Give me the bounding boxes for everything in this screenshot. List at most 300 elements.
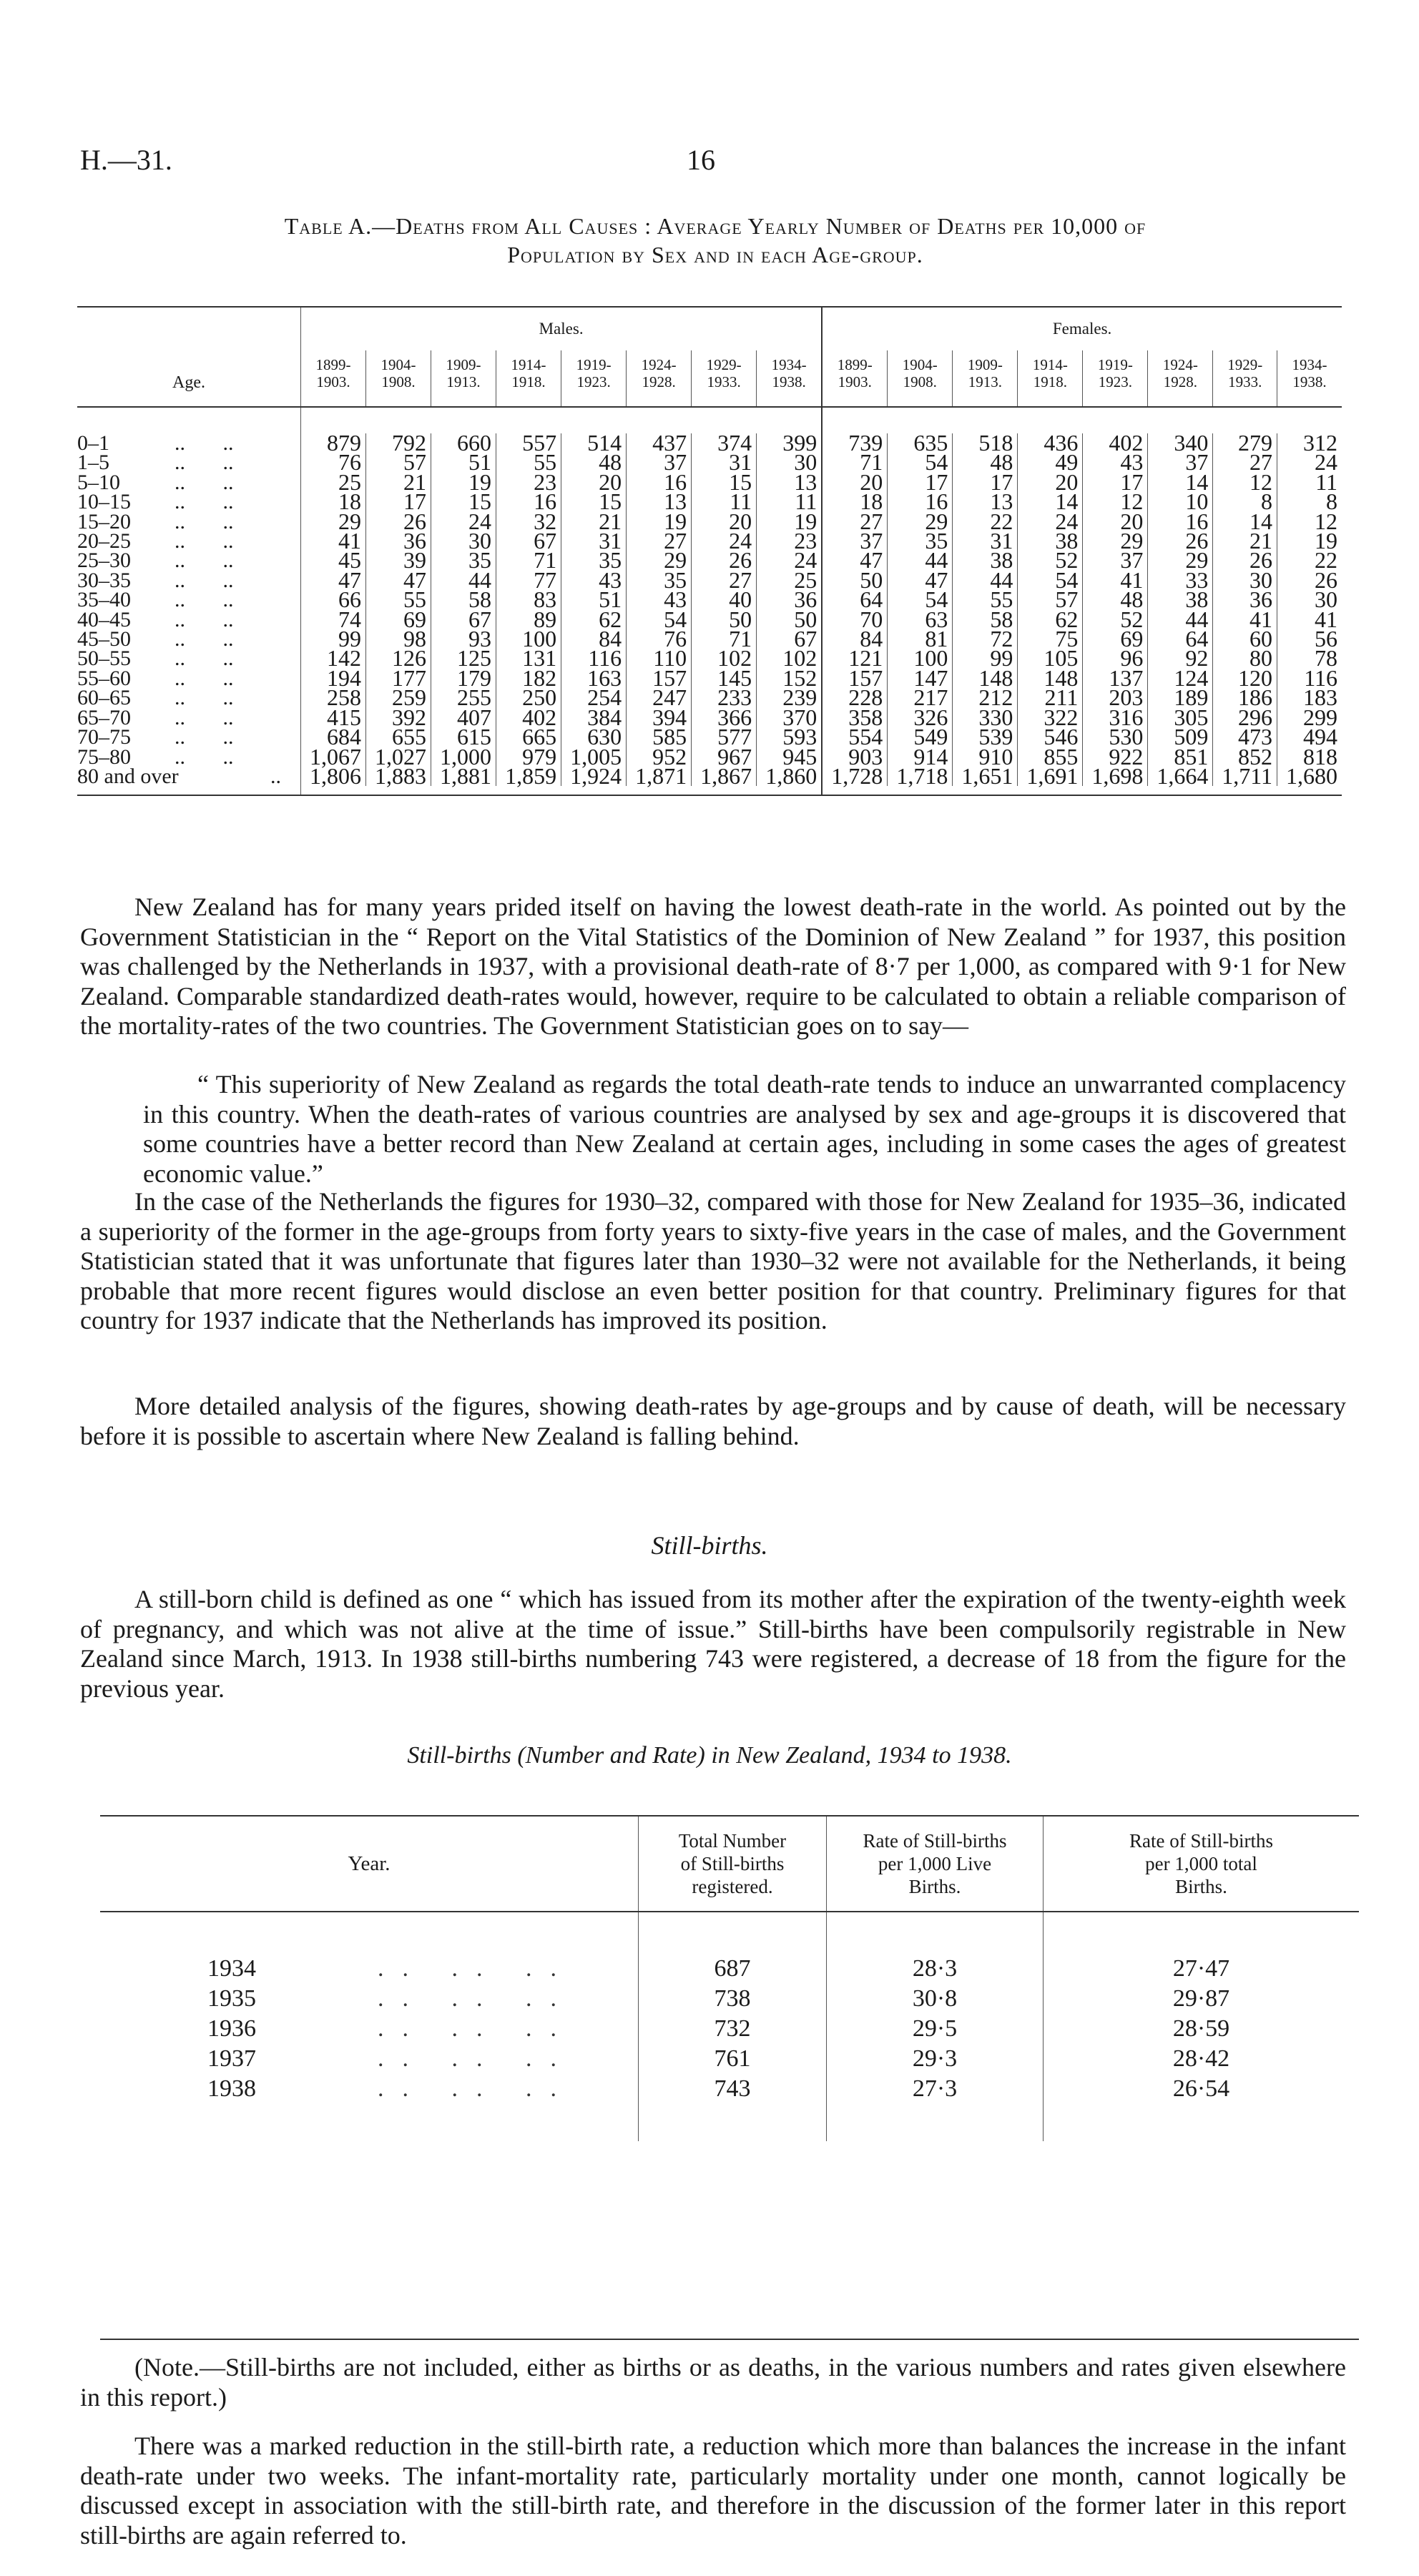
male-rate-cell: 250 [496,688,561,707]
year-label: 1934 [207,1955,256,1982]
female-rate-cell: 279 [1213,433,1277,453]
female-rate-cell: 38 [1148,590,1213,609]
quote-statistician: “ This superiority of New Zealand as regards the total death-rate tends to induce an unwarranted complacency in this country. When the death-rates of various countries are analysed by sex and age-groups it is discovered that some countries have a better record than New Zealand at certain ages, including in some cases the ages of greatest economic value.” [143,1070,1346,1188]
female-rate-cell: 14 [1148,473,1213,492]
male-rate-cell: 792 [366,433,431,453]
rate-total-cell: 28·59 [1044,2014,1360,2044]
table-row [100,1984,1359,2014]
leader-dots: .. .. [175,509,234,534]
table-row [77,649,1342,668]
leader-dots: .. .. [175,568,234,592]
male-rate-cell: 50 [692,610,757,629]
male-rate-cell: 1,067 [301,747,366,767]
leader-dots: .. .. [175,451,234,475]
male-rate-cell: 19 [627,512,692,531]
female-period-header: 1934- 1938. [1277,350,1342,407]
rate-live-cell: 28·3 [827,1954,1044,1984]
male-rate-cell: 15 [431,492,496,511]
female-rate-cell: 38 [1018,531,1083,551]
male-rate-cell: 1,027 [366,747,431,767]
female-rate-cell: 84 [822,629,888,649]
age-group-cell [77,433,301,453]
year-cell [100,1954,639,1984]
age-column-header: Age. [77,307,301,407]
female-rate-cell: 13 [953,492,1018,511]
female-rate-cell: 530 [1083,727,1148,747]
male-rate-cell: 100 [496,629,561,649]
female-rate-cell: 35 [888,531,953,551]
female-rate-cell: 47 [822,551,888,570]
male-rate-cell: 259 [366,688,431,707]
male-rate-cell: 1,859 [496,767,561,786]
female-rate-cell: 99 [953,649,1018,668]
leader-dots: .. .. .. [378,1985,575,2012]
leader-dots: .. [270,764,281,788]
rate-total-cell: 29·87 [1044,1984,1360,2014]
male-rate-cell: 110 [627,649,692,668]
female-rate-cell: 509 [1148,727,1213,747]
table-row [77,629,1342,649]
age-group-cell [77,509,301,534]
female-rate-cell: 121 [822,649,888,668]
paragraph-lowest-death-rate: New Zealand has for many years prided itself on having the lowest death-rate in the world. As pointed out by the Government Statistician in the “ Report on the Vital Statistics of the Dominion of New Zealand ” for 1937, this position was challenged by the Netherlands in 1937, with a provisional death-rate of 8·7 per 1,000, as compared with 9·1 for New Zealand. Comparable standardized death-rates would, however, require to be calculated to obtain a reliable comparison of the mortality-rates of the two countries. The Government Statistician goes on to say— [80,893,1346,1040]
female-rate-cell: 48 [953,453,1018,472]
male-rate-cell: 24 [431,512,496,531]
female-rate-cell: 330 [953,708,1018,727]
male-rate-cell: 40 [692,590,757,609]
male-rate-cell: 254 [561,688,627,707]
table-row [77,727,1342,747]
table-row [77,531,1342,551]
male-rate-cell: 47 [301,571,366,590]
female-rate-cell: 27 [822,512,888,531]
age-group-label: 50–55 [77,647,131,671]
male-rate-cell: 45 [301,551,366,570]
male-rate-cell: 126 [366,649,431,668]
female-rate-cell: 105 [1018,649,1083,668]
male-rate-cell: 18 [301,492,366,511]
table-row [77,571,1342,590]
female-rate-cell: 1,691 [1018,767,1083,786]
stillbirth-table-title: Still-births (Number and Rate) in New Zealand, 1934 to 1938. [407,1742,1012,1769]
age-group-cell [77,764,301,788]
female-rate-cell: 1,664 [1148,767,1213,786]
age-group-cell [77,568,301,592]
female-rate-cell: 124 [1148,669,1213,688]
male-period-header: 1899- 1903. [301,350,366,407]
male-rate-cell: 163 [561,669,627,688]
female-rate-cell: 120 [1213,669,1277,688]
female-rate-cell: 473 [1213,727,1277,747]
table-row [77,551,1342,570]
female-rate-cell: 56 [1315,626,1337,652]
female-rate-cell: 18 [822,492,888,511]
female-rate-cell: 851 [1148,747,1213,767]
female-rate-cell: 1,680 [1286,762,1337,789]
male-rate-cell: 35 [431,551,496,570]
male-rate-cell: 51 [561,590,627,609]
female-rate-cell: 189 [1148,688,1213,707]
leader-dots: .. .. [175,705,234,729]
female-rate-cell: 72 [953,629,1018,649]
male-rate-cell: 179 [431,669,496,688]
female-rate-cell: 44 [1148,610,1213,629]
male-rate-cell: 945 [757,747,823,767]
female-rate-cell: 148 [1018,669,1083,688]
table-row [77,473,1342,492]
age-group-cell [77,470,301,494]
male-rate-cell: 66 [301,590,366,609]
female-rate-cell: 358 [822,708,888,727]
male-rate-cell: 39 [366,551,431,570]
male-rate-cell: 255 [431,688,496,707]
female-rate-cell: 57 [1018,590,1083,609]
male-rate-cell: 37 [627,453,692,472]
male-rate-cell: 55 [496,453,561,472]
male-rate-cell: 145 [692,669,757,688]
male-rate-cell: 182 [496,669,561,688]
female-period-header: 1899- 1903. [822,350,888,407]
age-group-cell [77,588,301,612]
female-rate-cell: 12 [1083,492,1148,511]
male-rate-cell: 142 [301,649,366,668]
female-rate-cell: 914 [888,747,953,767]
male-rate-cell: 67 [757,629,823,649]
male-rate-cell: 32 [496,512,561,531]
leader-dots: .. .. [175,588,234,612]
female-rate-cell: 26 [1148,531,1213,551]
male-rate-cell: 194 [301,669,366,688]
leader-dots: .. .. .. [378,2075,575,2102]
female-rate-cell: 50 [822,571,888,590]
male-rate-cell: 116 [561,649,627,668]
male-rate-cell: 374 [692,433,757,453]
rate-live-cell: 29·5 [827,2014,1044,2044]
female-rate-cell: 8 [1213,492,1277,511]
rate-total-cell: 26·54 [1044,2074,1360,2104]
male-rate-cell: 514 [561,433,627,453]
male-rate-cell: 157 [627,669,692,688]
female-period-header: 1904- 1908. [888,350,953,407]
male-rate-cell: 593 [757,727,823,747]
year-cell [100,2014,639,2044]
male-period-header: 1929- 1933. [692,350,757,407]
age-group-label: 5–10 [77,470,120,494]
age-group-cell [77,686,301,710]
year-column-header: Year. [348,1852,391,1875]
paragraph-stillbirth-definition: A still-born child is defined as one “ which has issued from its mother after the expiration of the twenty-eighth week of pregnancy, and which was not alive at the time of issue.” Still-births have been compulsorily registrable in New Zealand since March, 1913. In 1938 still-births numbering 743 were registered, a decrease of 18 from the figure for the previous year. [80,1585,1346,1703]
males-group-header: Males. [301,307,823,350]
male-rate-cell: 11 [757,492,823,511]
leader-dots: .. .. [175,647,234,671]
female-period-header: 1909- 1913. [953,350,1018,407]
year-label: 1935 [207,1985,256,2012]
female-rate-cell: 1,651 [953,767,1018,786]
male-rate-cell: 48 [561,453,627,472]
male-rate-cell: 47 [366,571,431,590]
leader-dots: .. .. [175,686,234,710]
female-rate-cell: 1,698 [1083,767,1148,786]
female-rate-cell: 47 [888,571,953,590]
male-rate-cell: 384 [561,708,627,727]
leader-dots: .. .. [175,549,234,573]
leader-dots: .. .. [175,529,234,554]
leader-dots: .. .. [175,725,234,749]
male-rate-cell: 233 [692,688,757,707]
table-a-title [72,212,1359,269]
female-rate-cell: 49 [1018,453,1083,472]
year-label: 1936 [207,2015,256,2042]
male-rate-cell: 1,924 [561,767,627,786]
male-rate-cell: 131 [496,649,561,668]
female-rate-cell: 518 [953,433,1018,453]
female-rate-cell: 60 [1213,629,1277,649]
male-rate-cell: 36 [757,590,823,609]
female-rate-cell: 546 [1018,727,1083,747]
female-rate-cell: 92 [1148,649,1213,668]
male-rate-cell: 407 [431,708,496,727]
male-rate-cell: 665 [496,727,561,747]
male-rate-cell: 26 [366,512,431,531]
total-cell: 687 [639,1954,827,1984]
male-rate-cell: 392 [366,708,431,727]
male-rate-cell: 1,005 [561,747,627,767]
female-rate-cell: 20 [1083,512,1148,531]
female-rate-cell: 12 [1213,473,1277,492]
male-rate-cell: 585 [627,727,692,747]
male-rate-cell: 615 [431,727,496,747]
female-rate-cell: 554 [822,727,888,747]
female-rate-cell: 62 [1018,610,1083,629]
male-rate-cell: 366 [692,708,757,727]
year-label: 1937 [207,2045,256,2072]
female-rate-cell: 17 [888,473,953,492]
female-rate-cell: 44 [953,571,1018,590]
female-rate-cell: 494 [1303,724,1337,750]
header-code: H.—31. [80,144,172,176]
age-group-cell [77,490,301,514]
male-rate-cell: 57 [366,453,431,472]
male-rate-cell: 1,806 [301,767,366,786]
male-rate-cell: 20 [561,473,627,492]
rate-live-column-header: Rate of Still-births per 1,000 Live Births. [827,1816,1044,1912]
male-rate-cell: 399 [757,433,823,453]
total-cell: 761 [639,2044,827,2074]
female-rate-cell: 30 [1315,586,1337,613]
death-rate-table [77,306,1342,796]
female-rate-cell: 96 [1083,649,1148,668]
male-rate-cell: 35 [561,551,627,570]
table-row [100,2044,1359,2074]
female-rate-cell: 43 [1083,453,1148,472]
female-rate-cell: 36 [1213,590,1277,609]
male-rate-cell: 71 [692,629,757,649]
year-cell [100,2044,639,2074]
female-rate-cell: 52 [1083,610,1148,629]
male-rate-cell: 415 [301,708,366,727]
female-rate-cell: 29 [1148,551,1213,570]
table-row [100,2074,1359,2104]
note-paragraph: (Note.—Still-births are not included, either as births or as deaths, in the various numbers and rates given elsewhere in this report.) [80,2353,1346,2412]
page-number: 16 [687,144,715,176]
female-rate-cell: 137 [1083,669,1148,688]
male-rate-cell: 557 [496,433,561,453]
male-rate-cell: 24 [757,551,823,570]
female-rate-cell: 148 [953,669,1018,688]
female-rate-cell: 71 [822,453,888,472]
male-rate-cell: 19 [757,512,823,531]
male-rate-cell: 102 [692,649,757,668]
male-rate-cell: 27 [692,571,757,590]
male-rate-cell: 83 [496,590,561,609]
age-group-label: 20–25 [77,529,131,554]
female-rate-cell: 63 [888,610,953,629]
female-rate-cell: 326 [888,708,953,727]
leader-dots: .. .. [175,666,234,690]
male-rate-cell: 55 [366,590,431,609]
age-group-label: 30–35 [77,568,131,592]
female-rate-cell: 739 [822,433,888,453]
age-group-label: 60–65 [77,686,131,710]
female-rate-cell: 78 [1315,645,1337,672]
female-rate-cell: 10 [1148,492,1213,511]
table-a-title-line2: Population by Sex and in each Age-group. [507,242,923,267]
male-rate-cell: 27 [627,531,692,551]
female-rate-cell: 29 [1083,531,1148,551]
female-rate-cell: 100 [888,649,953,668]
rate-live-cell: 30·8 [827,1984,1044,2014]
female-rate-cell: 147 [888,669,953,688]
female-rate-cell: 316 [1083,708,1148,727]
stillbirths-heading: Still-births. [651,1531,768,1560]
male-rate-cell: 247 [627,688,692,707]
male-rate-cell: 684 [301,727,366,747]
female-rate-cell: 64 [1148,629,1213,649]
female-rate-cell: 54 [888,590,953,609]
male-rate-cell: 58 [431,590,496,609]
male-period-header: 1914- 1918. [496,350,561,407]
male-rate-cell: 21 [561,512,627,531]
age-group-cell [77,727,301,747]
female-rate-cell: 305 [1148,708,1213,727]
female-rate-cell: 14 [1018,492,1083,511]
male-rate-cell: 177 [366,669,431,688]
year-cell [100,1984,639,2014]
age-group-label: 25–30 [77,549,131,573]
male-rate-cell: 879 [301,433,366,453]
male-rate-cell: 74 [301,610,366,629]
female-rate-cell: 26 [1315,566,1337,593]
female-rate-cell: 80 [1213,649,1277,668]
leader-dots: .. .. .. [378,2045,575,2072]
male-rate-cell: 35 [627,571,692,590]
female-rate-cell: 183 [1303,684,1337,711]
male-rate-cell: 23 [496,473,561,492]
female-rate-cell: 12 [1315,508,1337,534]
age-group-cell [77,607,301,631]
male-rate-cell: 967 [692,747,757,767]
male-rate-cell: 69 [366,610,431,629]
male-period-header: 1924- 1928. [627,350,692,407]
male-rate-cell: 394 [627,708,692,727]
female-rate-cell: 228 [822,688,888,707]
female-rate-cell: 322 [1018,708,1083,727]
male-rate-cell: 1,000 [431,747,496,767]
female-rate-cell: 33 [1148,571,1213,590]
male-rate-cell: 93 [431,629,496,649]
female-rate-cell: 436 [1018,433,1083,453]
female-rate-cell: 64 [822,590,888,609]
age-group-cell [77,744,301,769]
male-period-header: 1934- 1938. [757,350,823,407]
female-rate-cell: 8 [1326,488,1337,515]
female-rate-cell: 340 [1148,433,1213,453]
male-rate-cell: 13 [627,492,692,511]
female-period-header: 1924- 1928. [1148,350,1213,407]
female-rate-cell: 17 [1083,473,1148,492]
female-rate-cell: 19 [1315,528,1337,554]
female-rate-cell: 58 [953,610,1018,629]
female-rate-cell: 37 [1148,453,1213,472]
female-rate-cell: 903 [822,747,888,767]
female-rate-cell: 75 [1018,629,1083,649]
male-rate-cell: 29 [301,512,366,531]
male-rate-cell: 630 [561,727,627,747]
stillbirth-table-bottom-rule [100,2339,1359,2340]
leader-dots: .. .. [175,607,234,631]
year-label: 1938 [207,2075,256,2102]
male-rate-cell: 660 [431,433,496,453]
female-rate-cell: 1,718 [888,767,953,786]
male-rate-cell: 41 [301,531,366,551]
age-group-label: 1–5 [77,451,109,475]
male-rate-cell: 655 [366,727,431,747]
female-rate-cell: 157 [822,669,888,688]
total-cell: 732 [639,2014,827,2044]
age-group-label: 80 and over [77,764,179,788]
rate-total-cell: 28·42 [1044,2044,1360,2074]
age-group-label: 35–40 [77,588,131,612]
male-rate-cell: 77 [496,571,561,590]
male-rate-cell: 36 [366,531,431,551]
male-rate-cell: 402 [496,708,561,727]
female-rate-cell: 38 [953,551,1018,570]
female-rate-cell: 186 [1213,688,1277,707]
age-group-cell [77,451,301,475]
female-rate-cell: 26 [1213,551,1277,570]
paragraph-analysis: More detailed analysis of the figures, showing death-rates by age-groups and by cause of death, will be necessary before it is possible to ascertain where New Zealand is falling behind. [80,1392,1346,1450]
table-row [77,433,1342,453]
female-rate-cell: 54 [1018,571,1083,590]
female-rate-cell: 549 [888,727,953,747]
female-rate-cell: 41 [1315,606,1337,632]
male-rate-cell: 84 [561,629,627,649]
female-rate-cell: 44 [888,551,953,570]
females-group-header: Females. [822,307,1342,350]
age-group-label: 40–45 [77,607,131,631]
table-row [77,767,1342,786]
female-rate-cell: 14 [1213,512,1277,531]
male-rate-cell: 577 [692,727,757,747]
female-rate-cell: 11 [1315,468,1337,495]
male-rate-cell: 15 [561,492,627,511]
female-rate-cell: 312 [1303,430,1337,456]
male-rate-cell: 1,871 [627,767,692,786]
female-rate-cell: 24 [1315,449,1337,476]
female-rate-cell: 402 [1083,433,1148,453]
female-rate-cell: 203 [1083,688,1148,707]
male-rate-cell: 1,867 [692,767,757,786]
